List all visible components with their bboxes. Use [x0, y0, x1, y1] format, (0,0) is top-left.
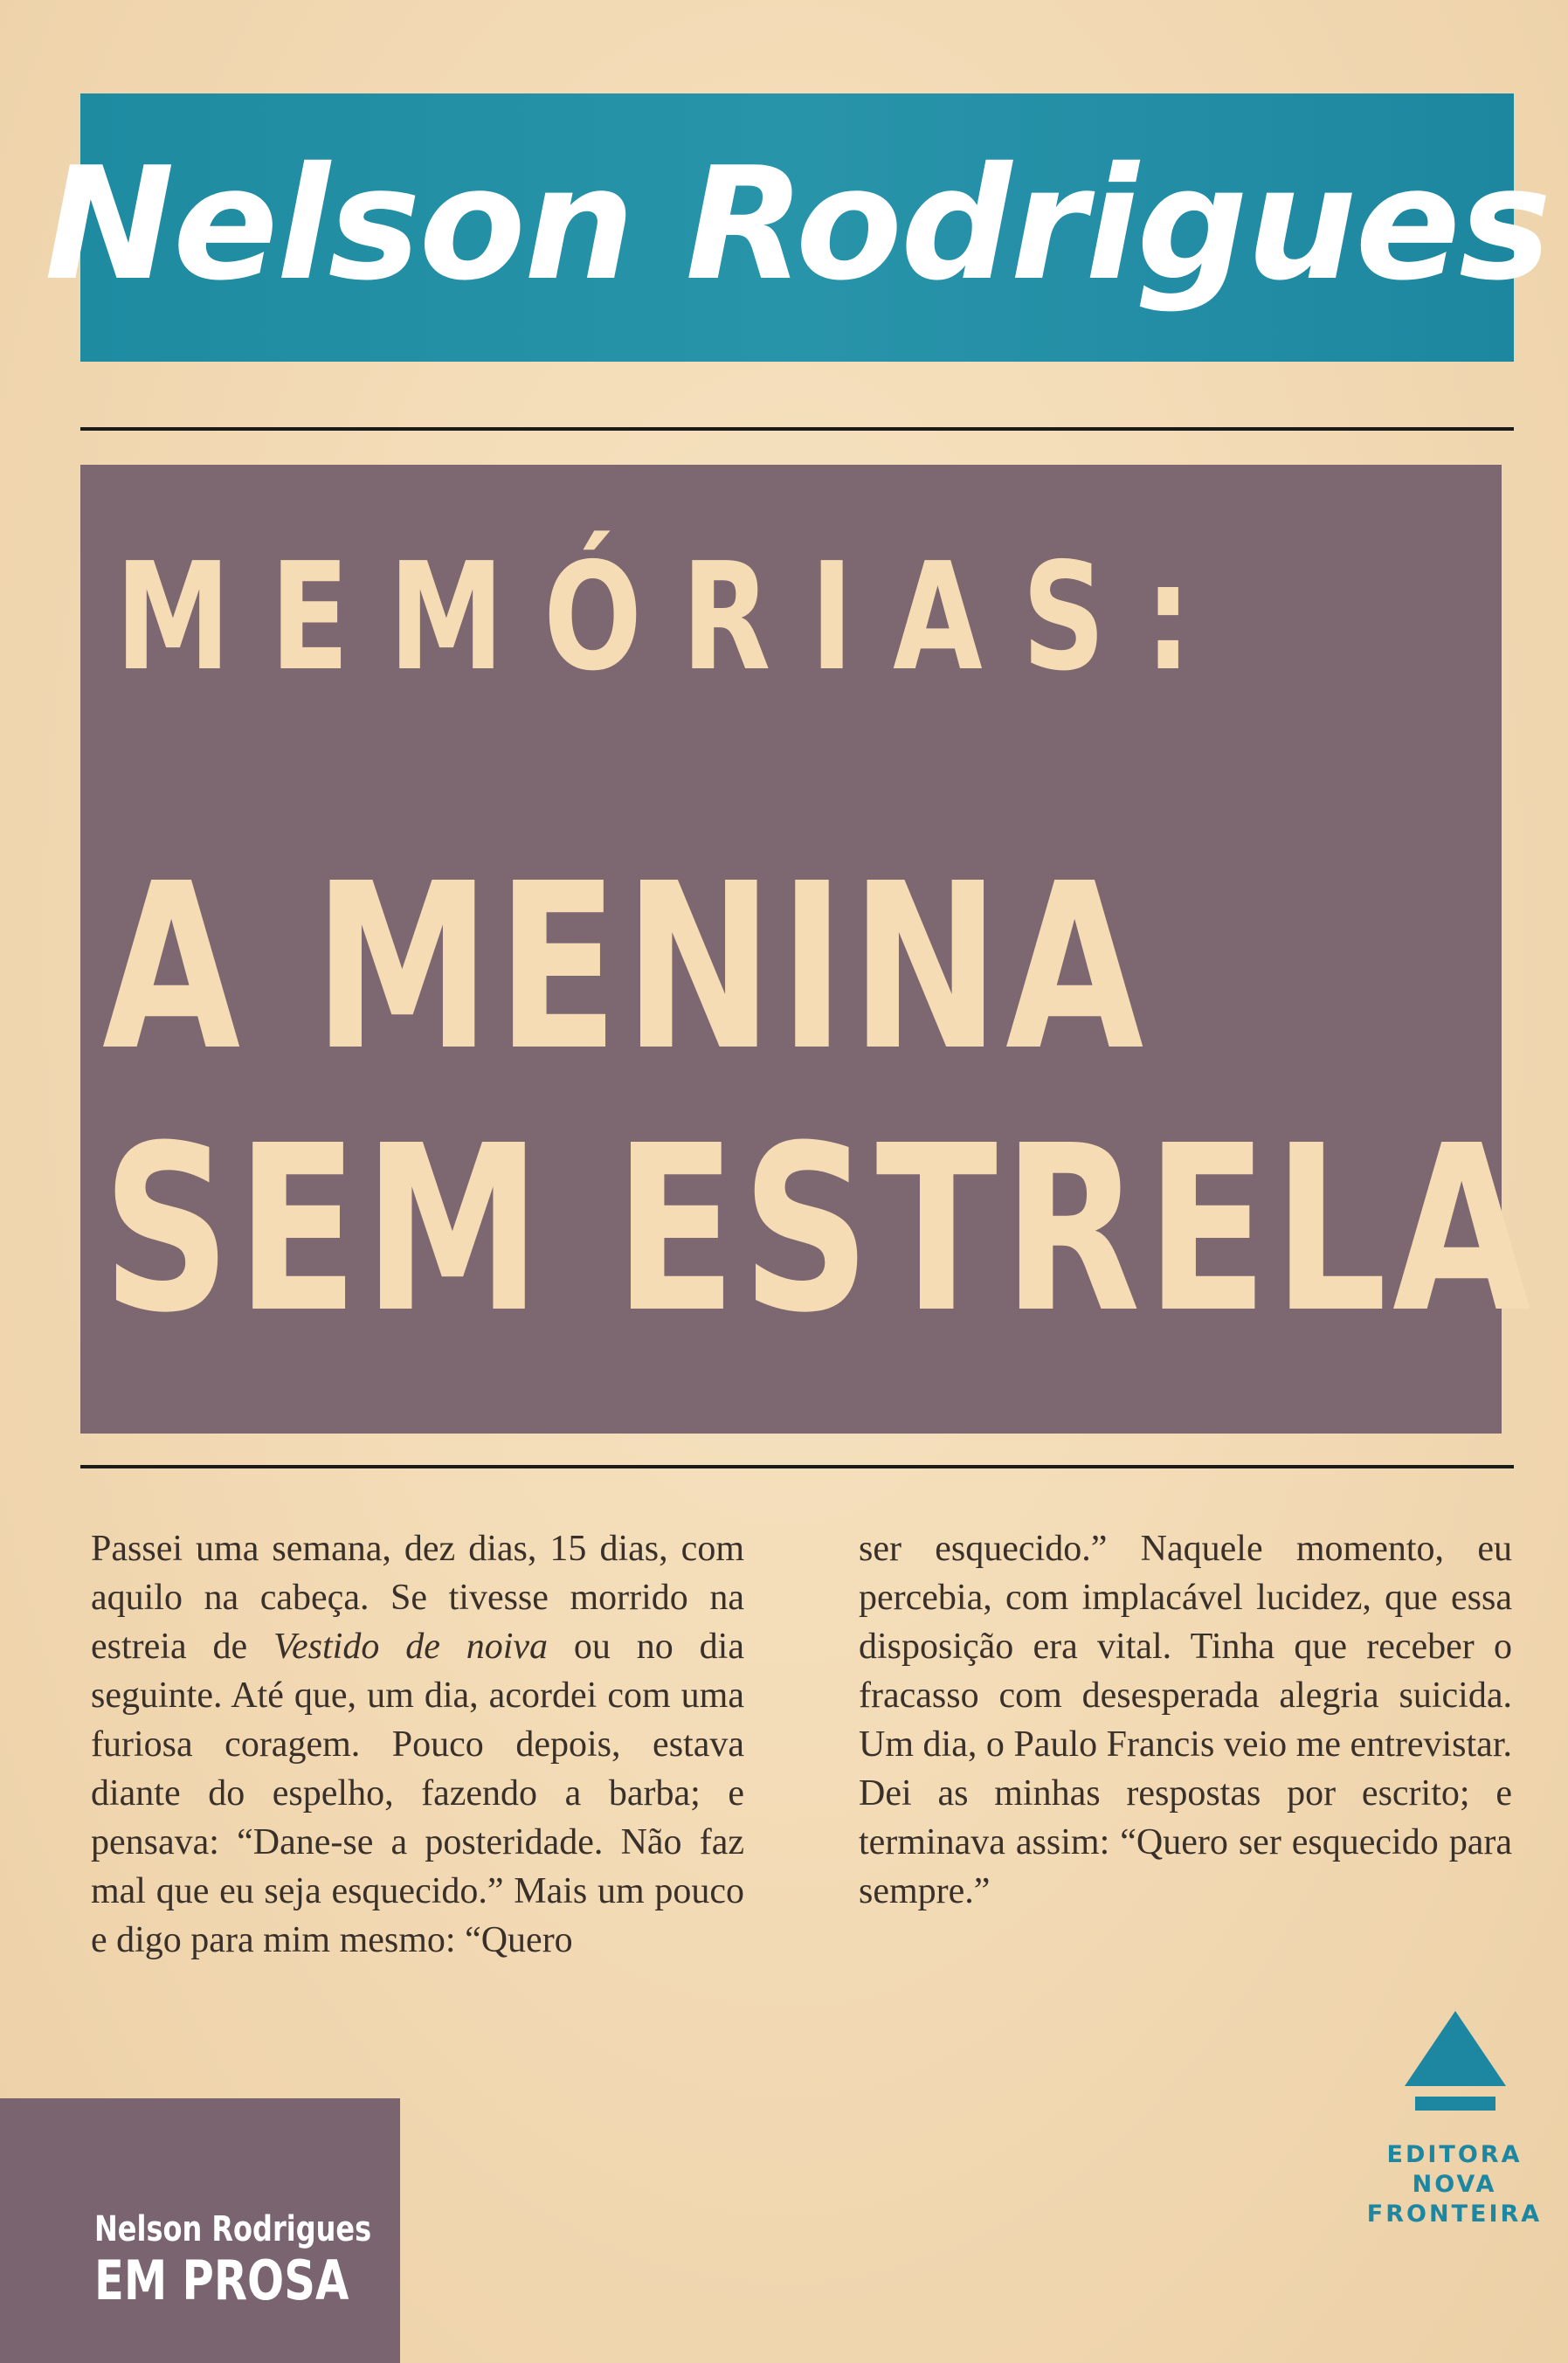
- publisher-line-2: NOVA: [1412, 2171, 1497, 2198]
- author-name: Nelson Rodrigues: [44, 133, 1551, 314]
- publisher-name: [1363, 2140, 1546, 2229]
- excerpt-text: Passei uma semana, dez dias, 15 dias, com aquilo na cabeça. Se tivesse morrido na estreia de: [91, 1529, 744, 1667]
- bottom-rule-divider: [80, 1465, 1514, 1468]
- top-rule-divider: [80, 427, 1514, 431]
- excerpt-column-2: ser esquecido.” Naquele momento, eu percebia, com implacável lucidez, que essa disposição era vital. Tinha que receber o fracasso com desesperada alegria suicida. Um dia, o Paulo Francis veio me entrevistar. Dei as minhas respostas por escrito; e terminava assim: “Quero ser esquecido para sempre.”: [859, 1529, 1512, 1911]
- excerpt-column-1: [91, 1524, 744, 1965]
- publisher-line-1: EDITORA: [1386, 2141, 1523, 2168]
- excerpt-text: ou no dia seguinte. Até que, um dia, acordei com uma furiosa coragem. Pouco depois, estava diante do espelho, fazendo a barba; e pensava: “Dane-se a posteridade. Não faz mal que eu seja esquecido.” Mais um pouco e digo para mim mesmo: “Quero: [91, 1627, 744, 1960]
- title-block: [80, 465, 1537, 1434]
- series-box: [0, 2098, 400, 2363]
- title-line-1: A MENINA: [102, 834, 1150, 1101]
- excerpt-italic-title: Vestido de noiva: [273, 1627, 549, 1667]
- series-author-name: Nelson Rodrigues: [94, 2209, 372, 2249]
- author-banner: [44, 93, 1551, 362]
- title-kicker: MEMÓRIAS:: [115, 531, 1231, 704]
- triangle-house-icon: [1405, 2011, 1506, 2133]
- series-title: EM PROSA: [94, 2249, 349, 2312]
- title-line-2: SEM ESTRELA: [102, 1096, 1537, 1363]
- publisher-block: [1363, 2011, 1546, 2238]
- publisher-line-3: FRONTEIRA: [1366, 2201, 1543, 2228]
